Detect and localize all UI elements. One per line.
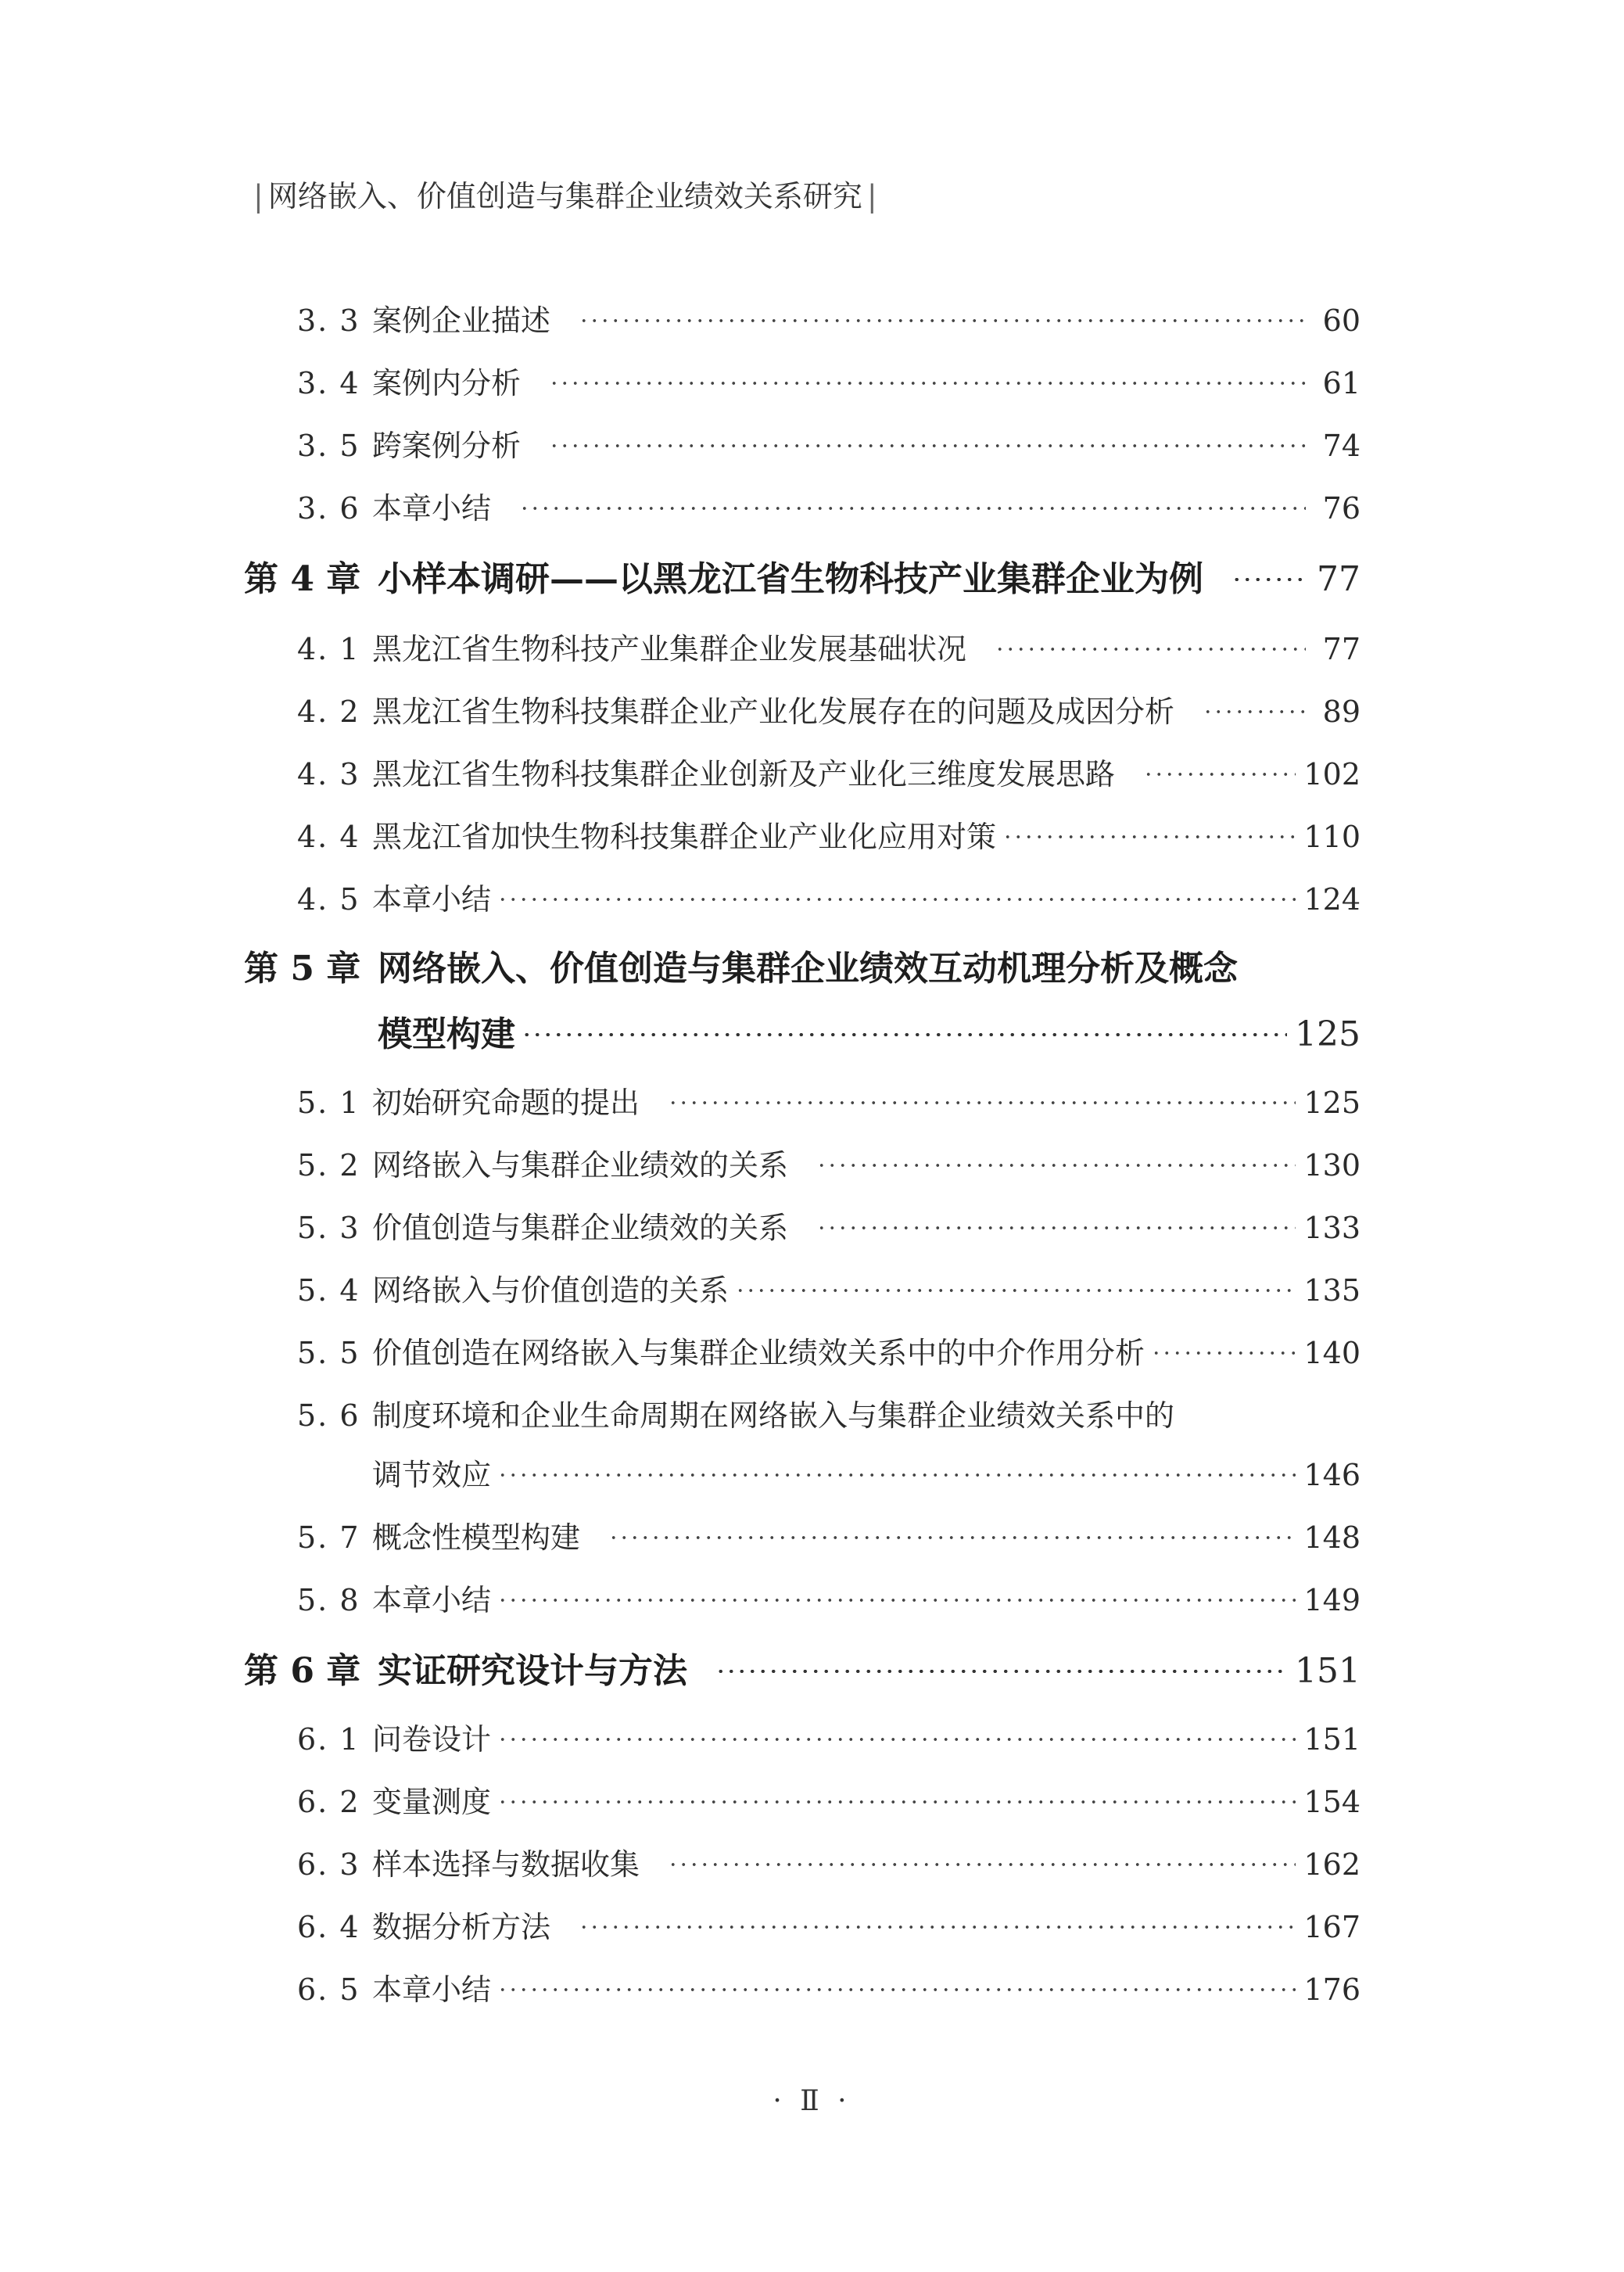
toc-section-s4-5[interactable] — [297, 878, 1361, 921]
toc-dot-leader — [549, 382, 1306, 385]
toc-entry-title: 案例企业描述 — [372, 303, 551, 338]
toc-entry-title: 价值创造与集群企业绩效的关系 — [372, 1211, 789, 1245]
toc-entry-title: 初始研究命题的提出 — [372, 1086, 640, 1120]
toc-dot-leader — [816, 1164, 1296, 1167]
toc-entry-title: 价值创造在网络嵌入与集群企业绩效关系中的中介作用分析 — [372, 1336, 1145, 1370]
toc-section-s3-3[interactable] — [297, 300, 1361, 342]
toc-entry-number: 4. 5 — [297, 882, 360, 917]
toc-entry-title: 案例内分析 — [372, 366, 522, 400]
toc-entry-number: 3. 5 — [297, 429, 360, 463]
toc-page-number: 130 — [1303, 1148, 1361, 1183]
toc-section-s5-8[interactable] — [297, 1579, 1361, 1621]
toc-dot-leader — [668, 1863, 1296, 1866]
toc-page-number: 89 — [1322, 695, 1361, 729]
toc-entry-number: 5. 5 — [297, 1336, 360, 1370]
toc-entry-number: 5. 2 — [297, 1148, 360, 1183]
toc-entry-number: 5. 6 — [297, 1398, 360, 1433]
toc-page-number: 74 — [1322, 429, 1361, 463]
toc-page-number: 146 — [1303, 1458, 1361, 1492]
toc-page-number: 148 — [1303, 1520, 1361, 1555]
toc-entry-number: 第 6 章 — [244, 1651, 361, 1691]
toc-section-s5-6[interactable] — [297, 1394, 1361, 1437]
toc-dot-leader — [497, 1473, 1296, 1477]
toc-section-s6-3[interactable] — [297, 1843, 1361, 1886]
toc-page-number: 151 — [1303, 1722, 1361, 1757]
toc-entry-number: 4. 3 — [297, 757, 360, 791]
toc-page-number: 154 — [1303, 1785, 1361, 1819]
toc-entry-number: 6. 4 — [297, 1910, 360, 1944]
toc-section-s5-1[interactable] — [297, 1082, 1361, 1124]
toc-page-number: 76 — [1322, 491, 1361, 526]
toc-entry-title: 跨案例分析 — [372, 429, 522, 463]
toc-entry-title: 变量测度 — [372, 1785, 492, 1819]
toc-section-s5-4[interactable] — [297, 1269, 1361, 1312]
toc-entry-title: 本章小结 — [372, 491, 492, 526]
toc-entry-title: 实证研究设计与方法 — [378, 1651, 687, 1691]
toc-dot-leader — [579, 319, 1306, 322]
toc-chapter-c5b[interactable] — [378, 1011, 1361, 1058]
toc-entry-title: 小样本调研——以黑龙江省生物科技产业集群企业为例 — [378, 559, 1203, 599]
toc-entry-number: 4. 1 — [297, 632, 360, 666]
toc-section-s4-1[interactable] — [297, 628, 1361, 670]
toc-entry-title: 黑龙江省生物科技集群企业创新及产业化三维度发展思路 — [372, 757, 1116, 791]
toc-entry-number: 6. 1 — [297, 1722, 360, 1757]
toc-dot-leader — [735, 1289, 1296, 1292]
toc-page-number: 77 — [1322, 632, 1361, 666]
toc-page-number: 140 — [1303, 1336, 1361, 1370]
toc-entry-title: 样本选择与数据收集 — [372, 1847, 640, 1882]
toc-page-number: 102 — [1303, 757, 1361, 791]
toc-entry-title: 本章小结 — [372, 1972, 492, 2007]
toc-entry-number: 6. 2 — [297, 1785, 360, 1819]
toc-entry-number: 第 5 章 — [244, 949, 361, 989]
toc-dot-leader — [497, 1599, 1296, 1602]
toc-entry-title: 概念性模型构建 — [372, 1520, 581, 1555]
toc-entry-number: 5. 7 — [297, 1520, 360, 1555]
toc-entry-title: 网络嵌入、价值创造与集群企业绩效互动机理分析及概念 — [378, 949, 1238, 989]
toc-page-number: 77 — [1317, 559, 1361, 599]
toc-page-number: 133 — [1303, 1211, 1361, 1245]
toc-dot-leader — [549, 444, 1306, 447]
toc-entry-number: 4. 2 — [297, 695, 360, 729]
toc-entry-number: 第 4 章 — [244, 559, 361, 599]
toc-entry-title: 本章小结 — [372, 882, 492, 917]
toc-page-number: 125 — [1295, 1014, 1361, 1054]
toc-dot-leader — [1002, 835, 1296, 838]
header-rule-left: | — [253, 179, 263, 214]
toc-section-s5-7[interactable] — [297, 1516, 1361, 1559]
toc-entry-title: 黑龙江省加快生物科技集群企业产业化应用对策 — [372, 820, 997, 854]
toc-entry-number: 4. 4 — [297, 820, 360, 854]
toc-dot-leader — [497, 1800, 1296, 1804]
toc-entry-number: 5. 8 — [297, 1583, 360, 1617]
toc-section-s5-3[interactable] — [297, 1207, 1361, 1249]
toc-dot-leader — [497, 1988, 1296, 1991]
toc-dot-leader — [1203, 710, 1306, 713]
toc-entry-title: 调节效应 — [372, 1458, 492, 1492]
toc-entry-number: 5. 1 — [297, 1086, 360, 1120]
toc-section-s6-1[interactable] — [297, 1718, 1361, 1761]
toc-section-s4-3[interactable] — [297, 753, 1361, 795]
toc-section-s3-6[interactable] — [297, 487, 1361, 529]
header-rule-right: | — [866, 179, 877, 214]
toc-entry-title: 黑龙江省生物科技集群企业产业化发展存在的问题及成因分析 — [372, 695, 1175, 729]
toc-entry-title: 问卷设计 — [372, 1722, 492, 1757]
toc-entry-number: 5. 4 — [297, 1273, 360, 1308]
toc-section-s4-2[interactable] — [297, 691, 1361, 733]
toc-entry-number: 5. 3 — [297, 1211, 360, 1245]
header-title: 网络嵌入、价值创造与集群企业绩效关系研究 — [267, 179, 862, 214]
toc-section-s5-2[interactable] — [297, 1144, 1361, 1186]
toc-page-number: 149 — [1303, 1583, 1361, 1617]
toc-page-number: 60 — [1322, 303, 1361, 338]
toc-entry-number: 6. 5 — [297, 1972, 360, 2007]
toc-page-number: 135 — [1303, 1273, 1361, 1308]
toc-dot-leader — [579, 1926, 1296, 1929]
toc-page-number: 124 — [1303, 882, 1361, 917]
toc-entry-title: 模型构建 — [378, 1014, 515, 1054]
toc-section-s6-5[interactable] — [297, 1969, 1361, 2011]
toc-entry-number: 3. 4 — [297, 366, 360, 400]
toc-dot-leader — [497, 1738, 1296, 1741]
toc-page-number: 176 — [1303, 1972, 1361, 2007]
toc-page-number: 61 — [1322, 366, 1361, 400]
toc-dot-leader — [668, 1101, 1296, 1104]
toc-dot-leader — [816, 1226, 1296, 1229]
toc-dot-leader — [995, 648, 1306, 651]
toc-chapter-c5[interactable] — [244, 946, 1361, 992]
toc-section-s3-4[interactable] — [297, 362, 1361, 404]
toc-section-s5-6b[interactable] — [372, 1454, 1361, 1496]
toc-dot-leader — [497, 898, 1296, 901]
toc-entry-title: 制度环境和企业生命周期在网络嵌入与集群企业绩效关系中的 — [372, 1398, 1175, 1433]
toc-section-s6-4[interactable] — [297, 1906, 1361, 1948]
toc-entry-number: 3. 3 — [297, 303, 360, 338]
toc-section-s5-5[interactable] — [297, 1332, 1361, 1374]
running-header — [249, 177, 882, 216]
toc-page-number: 125 — [1303, 1086, 1361, 1120]
toc-page-number: 167 — [1303, 1910, 1361, 1944]
toc-dot-leader — [519, 507, 1306, 510]
toc-entry-title: 网络嵌入与价值创造的关系 — [372, 1273, 730, 1308]
toc-dot-leader — [715, 1670, 1287, 1673]
toc-page-number: 151 — [1295, 1651, 1361, 1691]
toc-entry-number: 6. 3 — [297, 1847, 360, 1882]
page-folio: · Ⅱ · — [773, 2085, 851, 2117]
toc-section-s6-2[interactable] — [297, 1781, 1361, 1823]
toc-entry-title: 本章小结 — [372, 1583, 492, 1617]
toc-dot-leader — [1151, 1351, 1296, 1355]
toc-chapter-c4[interactable] — [244, 556, 1361, 603]
toc-dot-leader — [1143, 773, 1296, 776]
toc-chapter-c6[interactable] — [244, 1648, 1361, 1695]
toc-page-number: 162 — [1303, 1847, 1361, 1882]
toc-entry-number: 3. 6 — [297, 491, 360, 526]
toc-entry-title: 黑龙江省生物科技产业集群企业发展基础状况 — [372, 632, 967, 666]
toc-dot-leader — [608, 1536, 1296, 1539]
toc-section-s3-5[interactable] — [297, 425, 1361, 467]
toc-dot-leader — [522, 1033, 1287, 1036]
toc-page-number: 110 — [1303, 820, 1361, 854]
toc-entry-title: 网络嵌入与集群企业绩效的关系 — [372, 1148, 789, 1183]
toc-entry-title: 数据分析方法 — [372, 1910, 551, 1944]
toc-section-s4-4[interactable] — [297, 816, 1361, 858]
toc-dot-leader — [1231, 578, 1306, 581]
